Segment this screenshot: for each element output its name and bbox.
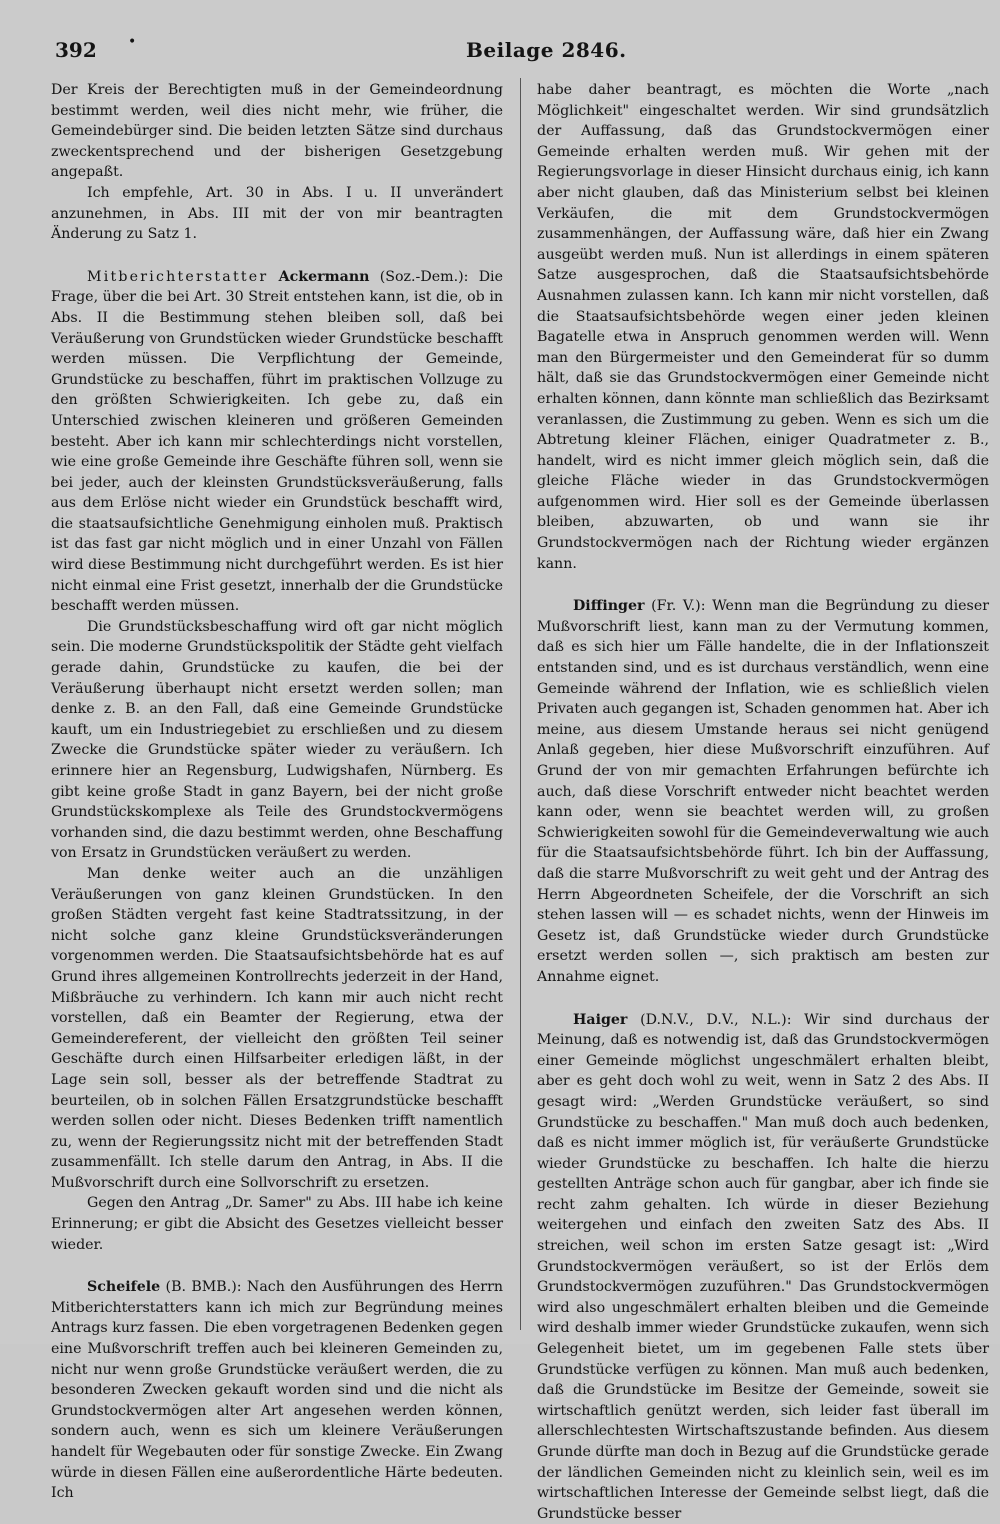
paragraph: Ich empfehle, Art. 30 in Abs. I u. II unverändert anzunehmen, in Abs. III mit der von mir beantragten Änderung zu Satz 1. xyxy=(51,184,503,243)
column-divider xyxy=(520,78,521,1330)
speech-text: Wir sind durchaus der Meinung, daß es notwendig ist, daß das Grundstockvermögen einer Gemeinde möglichst ungeschmälert erhalten bleibt, aber es geht doch wohl zu weit, wenn in Satz 2 des Abs. II gesagt wird: „Werden Grundstücke veräußert, so sind Grundstücke zu beschaffen." Man muß doch auch bedenken, daß es nicht immer möglich ist, für veräußerte Grundstücke wieder Grundstücke zu beschaffen. Ich halte die hierzu gestellten Anträge schon auch für gangbar, aber ich finde sie recht zahm gehalten. Ich würde in dieser Beziehung weitergehen und einfach den zweiten Satz des Abs. II streichen, weil schon im ersten Satze gesagt ist: „Wird Grundstockvermögen veräußert, so ist der Erlös dem Grundstockvermögen zuzuführen." Das Grundstockvermögen wird also ungeschmälert erhalten bleiben und die Gemeinde wird deshalb immer wieder Grundstücke zukaufen, wenn sich Gelegenheit bietet, um im gegebenen Falle stets über Grundstücke verfügen zu können. Man muß auch bedenken, daß die Grundstücke im Besitze der Gemeinde, soweit sie wirtschaftlich genützt werden, sich leider fast überall im allerschlechtesten Wirtschaftszustande befinden. Aus diesem Grunde dürfte man doch in Bezug auf die Grundstücke gerade der ländlichen Gemeinden nicht zu kleinlich sein, weil es im wirtschaftlichen Interesse der Gemeinde selbst liegt, daß die Grundstücke besser xyxy=(537,1011,990,1522)
paragraph: Man denke weiter auch an die unzähligen Veräußerungen von ganz kleinen Grundstücken. In den großen Städten vergeht fast keine Stadtratssitzung, in der nicht solche ganz kleine Grundstücksveränderungen vorgenommen werden. Die Staatsaufsichtsbehörde hat es auf Grund ihres allgemeinen Kontrollrechts jederzeit in der Hand, Mißbräuche zu verhindern. Ich kann mir auch nicht recht vorstellen, daß ein Beamter der Regierung, etwa der Gemeindereferent, der vielleicht den größten Teil seiner Geschäfte durch einen Hilfsarbeiter erledigen läßt, in der Lage sein soll, besser als der betreffende Stadtrat zu beurteilen, ob in solchen Fällen Ersatzgrundstücke beschafft werden sollen oder nicht. Dieses Bedenken trifft namentlich zu, wenn der Regierungssitz nicht mit der betreffenden Stadt zusammenfällt. Ich stelle darum den Antrag, in Abs. II die Mußvorschrift durch eine Sollvorschrift zu ersetzen. xyxy=(51,865,503,1191)
speaker-name: Diffinger xyxy=(573,598,645,615)
speaker-party: (Soz.-Dem.): xyxy=(379,268,469,285)
speech-haiger xyxy=(537,1010,989,1524)
speaker-party: (B. BMB.): xyxy=(165,1279,242,1296)
speaker-role: Mitberichterstatter xyxy=(87,268,269,285)
spacer xyxy=(537,574,989,596)
speaker-name: Haiger xyxy=(573,1011,628,1028)
page-number: 392 xyxy=(55,38,97,62)
speaker-party: (D.N.V., D.V., N.L.): xyxy=(640,1011,792,1028)
page-header xyxy=(0,34,1000,70)
speaker-party: (Fr. V.): xyxy=(651,598,706,615)
paragraph: habe daher beantragt, es möchten die Worte „nach Möglichkeit" eingeschaltet werden. Wir sind grundsätzlich der Auffassung, daß das Grundstockvermögen einer Gemeinde erhalten werden muß. Wir gehen mit der Regierungsvorlage in dieser Hinsicht durchaus einig, ich kann aber nicht glauben, daß das Ministerium selbst bei kleinen Verkäufen, die mit dem Grundstockvermögen zusammenhängen, der Auffassung wäre, daß hier ein Zwang ausgeübt werden muß. Nun ist allerdings in einem späteren Satze ausgesprochen, daß die Staatsaufsichtsbehörde Ausnahmen zulassen kann. Ich kann mir nicht vorstellen, daß die Staatsaufsichtsbehörde wegen einer jeden kleinen Bagatelle etwa in Anspruch genommen werden will. Wenn man den Bürgermeister und den Gemeinderat für so dumm hält, daß sie das Grundstockvermögen einer Gemeinde nicht erhalten können, dann könnte man schließlich das Bezirksamt veranlassen, die Zustimmung zu geben. Wenn es sich um die Abtretung kleiner Flächen, einiger Quadratmeter z. B., handelt, wird es nicht immer gleich möglich sein, daß die gleiche Fläche wieder in das Grundstockvermögen aufgenommen wird. Hier soll es der Gemeinde überlassen bleiben, abzuwarten, ob und wann sie ihr Grundstockvermögen nach der Richtung wieder ergänzen kann. xyxy=(537,82,989,572)
speech-text: Nach den Ausführungen des Herrn Mitberichterstatters kann ich mich zur Begründung meines Antrags kurz fassen. Die eben vorgetragenen Bedenken gegen eine Mußvorschrift treffen auch bei kleineren Gemeinden zu, nicht nur wenn große Grundstücke veräußert werden, die zu besonderen Zwecken gekauft worden sind und die nicht als Grundstockvermögen alter Art angesehen werden können, sondern auch, wenn es sich um kleinere Veräußerungen handelt für Wegebauten oder für sonstige Zwecke. Ein Zwang würde in diesen Fällen eine außerordentliche Härte bedeuten. Ich xyxy=(51,1279,503,1502)
paragraph: Die Grundstücksbeschaffung wird oft gar nicht möglich sein. Die moderne Grundstückspolitik der Städte geht vielfach gerade dahin, Grundstücke zu kaufen, die bei der Veräußerung überhaupt nicht ersetzt werden sollen; man denke z. B. an den Fall, daß eine Gemeinde Grundstücke kauft, um ein Industriegebiet zu erschließen und zu diesem Zwecke die Grundstücke später wieder zu veräußern. Ich erinnere hier an Regensburg, Ludwigshafen, Nürnberg. Es gibt keine große Stadt in ganz Bayern, bei der nicht große Grundstückskomplexe als Teile des Grundstockvermögens vorhanden sind, die dazu bestimmt werden, ohne Beschaffung von Ersatz in Grundstücken veräußert zu werden. xyxy=(51,618,503,862)
page-title: Beilage 2846. xyxy=(466,38,627,62)
speaker-name: Ackermann xyxy=(278,268,370,285)
spacer xyxy=(537,988,989,1010)
speech-ackermann xyxy=(51,267,503,617)
left-column xyxy=(51,80,503,1502)
speech-text: Die Frage, über die bei Art. 30 Streit entstehen kann, ist die, ob in Abs. II die Bestimmung stehen bleiben soll, daß bei Veräußerung von Grundstücken wieder Grundstücke beschafft werden müssen. Die Verpflichtung der Gemeinde, Grundstücke zu beschaffen, führt im praktischen Vollzuge zu den größten Schwierigkeiten. Ich gebe zu, daß ein Unterschied zwischen kleineren und größeren Gemeinden besteht. Aber ich kann mir schlechterdings nicht vorstellen, wie eine große Gemeinde ihre Geschäfte führen soll, wenn sie bei jeder, auch der kleinsten Grundstücksveräußerung, falls aus dem Erlöse nicht wieder ein Grundstück beschafft wird, die staatsaufsichtliche Genehmigung einholen muß. Praktisch ist das fast gar nicht möglich und in einer Unzahl von Fällen wird diese Bestimmung nicht durchgeführt werden. Es ist hier nicht einmal eine Frist gesetzt, innerhalb der die Grundstücke beschafft werden müssen. xyxy=(51,268,503,615)
speech-text: Wenn man die Begründung zu dieser Mußvorschrift liest, kann man zu der Vermutung kommen, daß es sich hier um Fälle handelte, die in der Inflationszeit entstanden sind, und es ist durchaus verständlich, wenn eine Gemeinde während der Inflation, wie es schließlich vielen Privaten auch gegangen ist, Schaden genommen hat. Aber ich meine, aus diesem Umstande heraus sei nicht genügend Anlaß gegeben, hier diese Mußvorschrift einzuführen. Auf Grund der von mir gemachten Erfahrungen befürchte ich auch, daß diese Vorschrift entweder nicht beachtet werden kann oder, wenn sie beachtet werden will, zu großen Schwierigkeiten sowohl für die Gemeindeverwaltung wie auch für die Staatsaufsichtsbehörde führt. Ich bin der Auffassung, daß die starre Mußvorschrift zu weit geht und der Antrag des Herrn Abgeordneten Scheifele, der die Vorschrift an sich stehen lassen will — es schadet nichts, wenn der Hinweis im Gesetz ist, daß Grundstücke wieder durch Grundstücke ersetzt werden sollen —, sich praktisch am besten zur Annahme eignet. xyxy=(537,598,989,985)
paragraph: Der Kreis der Berechtigten muß in der Gemeindeordnung bestimmt werden, weil dies nicht mehr, wie früher, die Gemeindebürger sind. Die beiden letzten Sätze sind durchaus zweckentsprechend und der bisherigen Gesetzgebung angepaßt. xyxy=(51,82,503,181)
paragraph: Gegen den Antrag „Dr. Samer" zu Abs. III habe ich keine Erinnerung; er gibt die Absicht des Gesetzes vielleicht besser wieder. xyxy=(51,1195,503,1253)
header-mark: • xyxy=(128,34,137,50)
speaker-name: Scheifele xyxy=(87,1279,161,1296)
spacer xyxy=(51,1255,503,1277)
right-column xyxy=(537,80,990,1522)
spacer xyxy=(51,245,503,267)
speech-scheifele xyxy=(51,1277,503,1504)
speech-diffinger xyxy=(537,596,989,987)
